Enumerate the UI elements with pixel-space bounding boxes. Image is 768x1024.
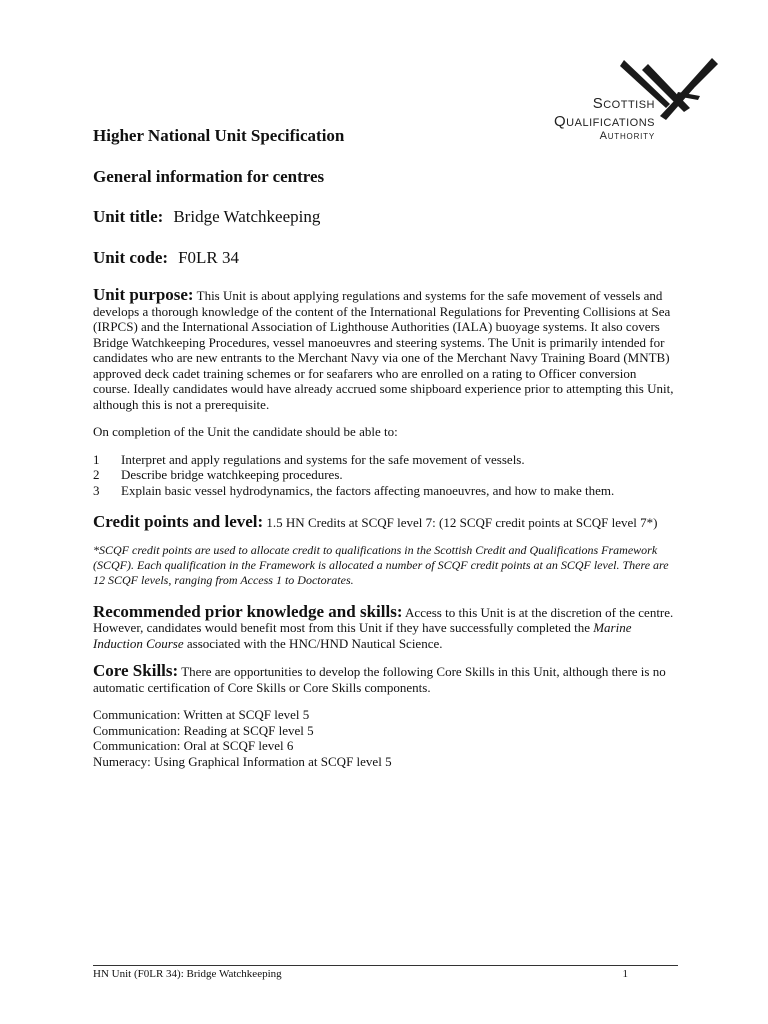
unit-code-value: F0LR 34 bbox=[178, 248, 240, 267]
core-skill-item: Communication: Oral at SCQF level 6 bbox=[93, 738, 294, 753]
unit-purpose-label: Unit purpose: bbox=[93, 285, 194, 304]
prior-knowledge-section bbox=[93, 601, 675, 652]
outcome-item bbox=[93, 467, 675, 483]
core-skills-section bbox=[93, 663, 675, 695]
core-skills-list bbox=[93, 707, 675, 769]
core-skill-item: Communication: Written at SCQF level 5 bbox=[93, 707, 310, 722]
outcome-number: 2 bbox=[93, 467, 100, 482]
outcome-item bbox=[93, 452, 675, 468]
course-name: Marine Induction Course bbox=[93, 620, 632, 651]
page-footer bbox=[93, 965, 678, 980]
outcome-number: 3 bbox=[93, 482, 100, 498]
prior-knowledge-text: Access to this Unit is at the discretion of the centre. However, candidates would benefit most from this Unit if they have successfully completed the bbox=[93, 604, 674, 635]
core-skill-item: Communication: Reading at SCQF level 5 bbox=[93, 722, 314, 738]
credit-footnote: *SCQF credit points are used to allocate credit to qualifications in the Scottish Credit and Qualifications Framework (SCQF). Each qualification in the Framework is allocated a number of SCQF credit points at an SCQF level. There are 12 SCQF levels, ranging from Access 1 to Doctorates. bbox=[93, 542, 669, 587]
core-skills-text: There are opportunities to develop the following Core Skills in this Unit, although there is no automatic certification of Core Skills or Core Skills components. bbox=[93, 664, 666, 695]
core-skill-item: Numeracy: Using Graphical Information at SCQF level 5 bbox=[93, 753, 392, 769]
prior-knowledge-label: Recommended prior knowledge and skills: bbox=[93, 601, 403, 621]
unit-title-label: Unit title: bbox=[93, 207, 164, 226]
unit-purpose-text: This Unit is about applying regulations and systems for the safe movement of vessels and develops a thorough knowledge of the content of the International Regulations for Preventing Collisions at Sea (IRPCS) and the International Association of Lighthouse Authorities (IALA) buoyage systems. It also covers Bridge Watchkeeping Procedures, vessel manoeuvres and steering systems. The Unit is primarily intended for candidates who are new entrants to the Merchant Navy via one of the Merchant Navy Training Board (MNTB) approved deck cadet training schemes or for seafarers who are enrolled on a rating to Officer conversion course. Ideally candidates would have already accrued some shipboard experience prior to attempting this Unit, although this is not a prerequisite. bbox=[93, 288, 674, 412]
page-number: 1 bbox=[622, 968, 628, 980]
document-heading: Higher National Unit Specification bbox=[93, 126, 345, 145]
logo-line-1: Scottish bbox=[592, 95, 655, 112]
unit-title-value: Bridge Watchkeeping bbox=[173, 207, 321, 226]
outcome-text: Explain basic vessel hydrodynamics, the factors affecting manoeuvres, and how to make them. bbox=[121, 482, 615, 498]
unit-code-label: Unit code: bbox=[93, 248, 169, 267]
credit-text: 1.5 HN Credits at SCQF level 7: (12 SCQF credit points at SCQF level 7*) bbox=[266, 515, 658, 530]
credit-label: Credit points and level: bbox=[93, 512, 264, 531]
completion-intro: On completion of the Unit the candidate should be able to: bbox=[93, 424, 398, 439]
footer-title: HN Unit (F0LR 34): Bridge Watchkeeping bbox=[93, 968, 282, 980]
document-body bbox=[93, 287, 675, 769]
document-subheading: General information for centres bbox=[93, 167, 325, 186]
sqa-logo bbox=[520, 58, 720, 150]
credit-section bbox=[93, 514, 675, 531]
outcome-text: Describe bridge watchkeeping procedures. bbox=[121, 467, 343, 482]
unit-title-field bbox=[93, 207, 320, 227]
logo-line-2: Qualifications bbox=[554, 113, 655, 130]
outcome-text: Interpret and apply regulations and systems for the safe movement of vessels. bbox=[121, 451, 525, 467]
core-skills-label: Core Skills: bbox=[93, 661, 179, 680]
outcome-item bbox=[93, 483, 675, 499]
logo-line-3: Authority bbox=[599, 130, 655, 142]
outcome-list bbox=[93, 452, 675, 499]
unit-purpose-section bbox=[93, 287, 675, 412]
sqa-logo-text bbox=[520, 96, 655, 142]
prior-knowledge-text-end: associated with the HNC/HND Nautical Science. bbox=[186, 635, 443, 651]
unit-code-field bbox=[93, 248, 239, 268]
outcome-number: 1 bbox=[93, 451, 100, 467]
